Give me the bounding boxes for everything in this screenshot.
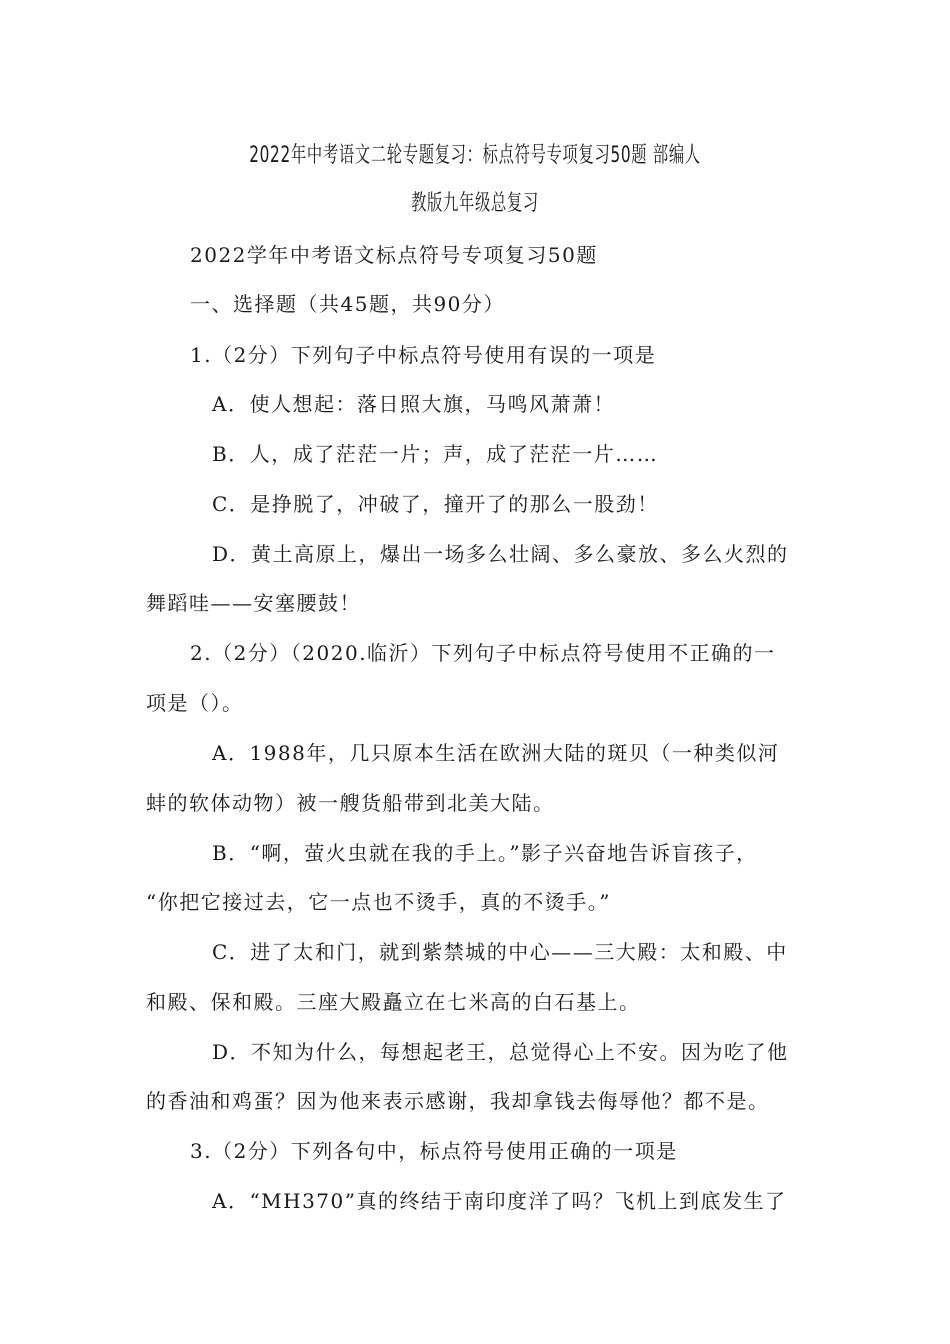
document-title-line-1: 2022年中考语文二轮专题复习：标点符号专项复习50题 部编人 [249, 143, 701, 168]
question-1-stem: 1.（2分）下列句子中标点符号使用有误的一项是 [190, 343, 657, 367]
section-heading: 一、选择题（共45题，共90分） [190, 292, 505, 316]
question-1-option-b: B．人，成了茫茫一片；声，成了茫茫一片…… [212, 442, 659, 466]
question-1-option-d-line-2: 舞蹈哇——安塞腰鼓！ [146, 591, 361, 615]
question-3-stem: 3.（2分）下列各句中，标点符号使用正确的一项是 [190, 1139, 678, 1163]
question-3-option-a-line-1: A．“MH370”真的终结于南印度洋了吗？飞机上到底发生了 [212, 1189, 787, 1213]
question-1-option-a: A．使人想起：落日照大旗，马鸣风萧萧！ [212, 392, 615, 416]
question-2-option-a-line-1: A．1988年，几只原本生活在欧洲大陆的斑贝（一种类似河 [212, 741, 780, 765]
question-1-option-c: C．是挣脱了，冲破了，撞开了的那么一股劲！ [212, 492, 659, 516]
question-2-option-a-line-2: 蚌的软体动物）被一艘货船带到北美大陆。 [146, 791, 555, 815]
question-2-stem-line-2: 项是（）。 [146, 691, 244, 715]
question-2-option-c-line-1: C．进了太和门，就到紫禁城的中心——三大殿：太和殿、中 [212, 940, 788, 964]
document-subtitle: 2022学年中考语文标点符号专项复习50题 [190, 243, 598, 267]
question-2-stem-line-1: 2.（2分）（2020.临沂）下列句子中标点符号使用不正确的一 [190, 641, 776, 665]
question-2-option-b-line-2: “你把它接过去，它一点也不烫手，真的不烫手。” [146, 890, 611, 914]
question-2-option-b-line-1: B．“啊，萤火虫就在我的手上。”影子兴奋地告诉盲孩子， [212, 841, 758, 865]
question-2-option-d-line-2: 的香油和鸡蛋？因为他来表示感谢，我却拿钱去侮辱他？都不是。 [146, 1089, 770, 1113]
document-title-line-2: 教版九年级总复习 [411, 191, 539, 216]
question-2-option-c-line-2: 和殿、保和殿。三座大殿矗立在七米高的白石基上。 [146, 990, 641, 1014]
question-2-option-d-line-1: D．不知为什么，每想起老王，总觉得心上不安。因为吃了他 [212, 1040, 789, 1064]
question-1-option-d-line-1: D．黄土高原上，爆出一场多么壮阔、多么豪放、多么火烈的 [212, 542, 789, 566]
